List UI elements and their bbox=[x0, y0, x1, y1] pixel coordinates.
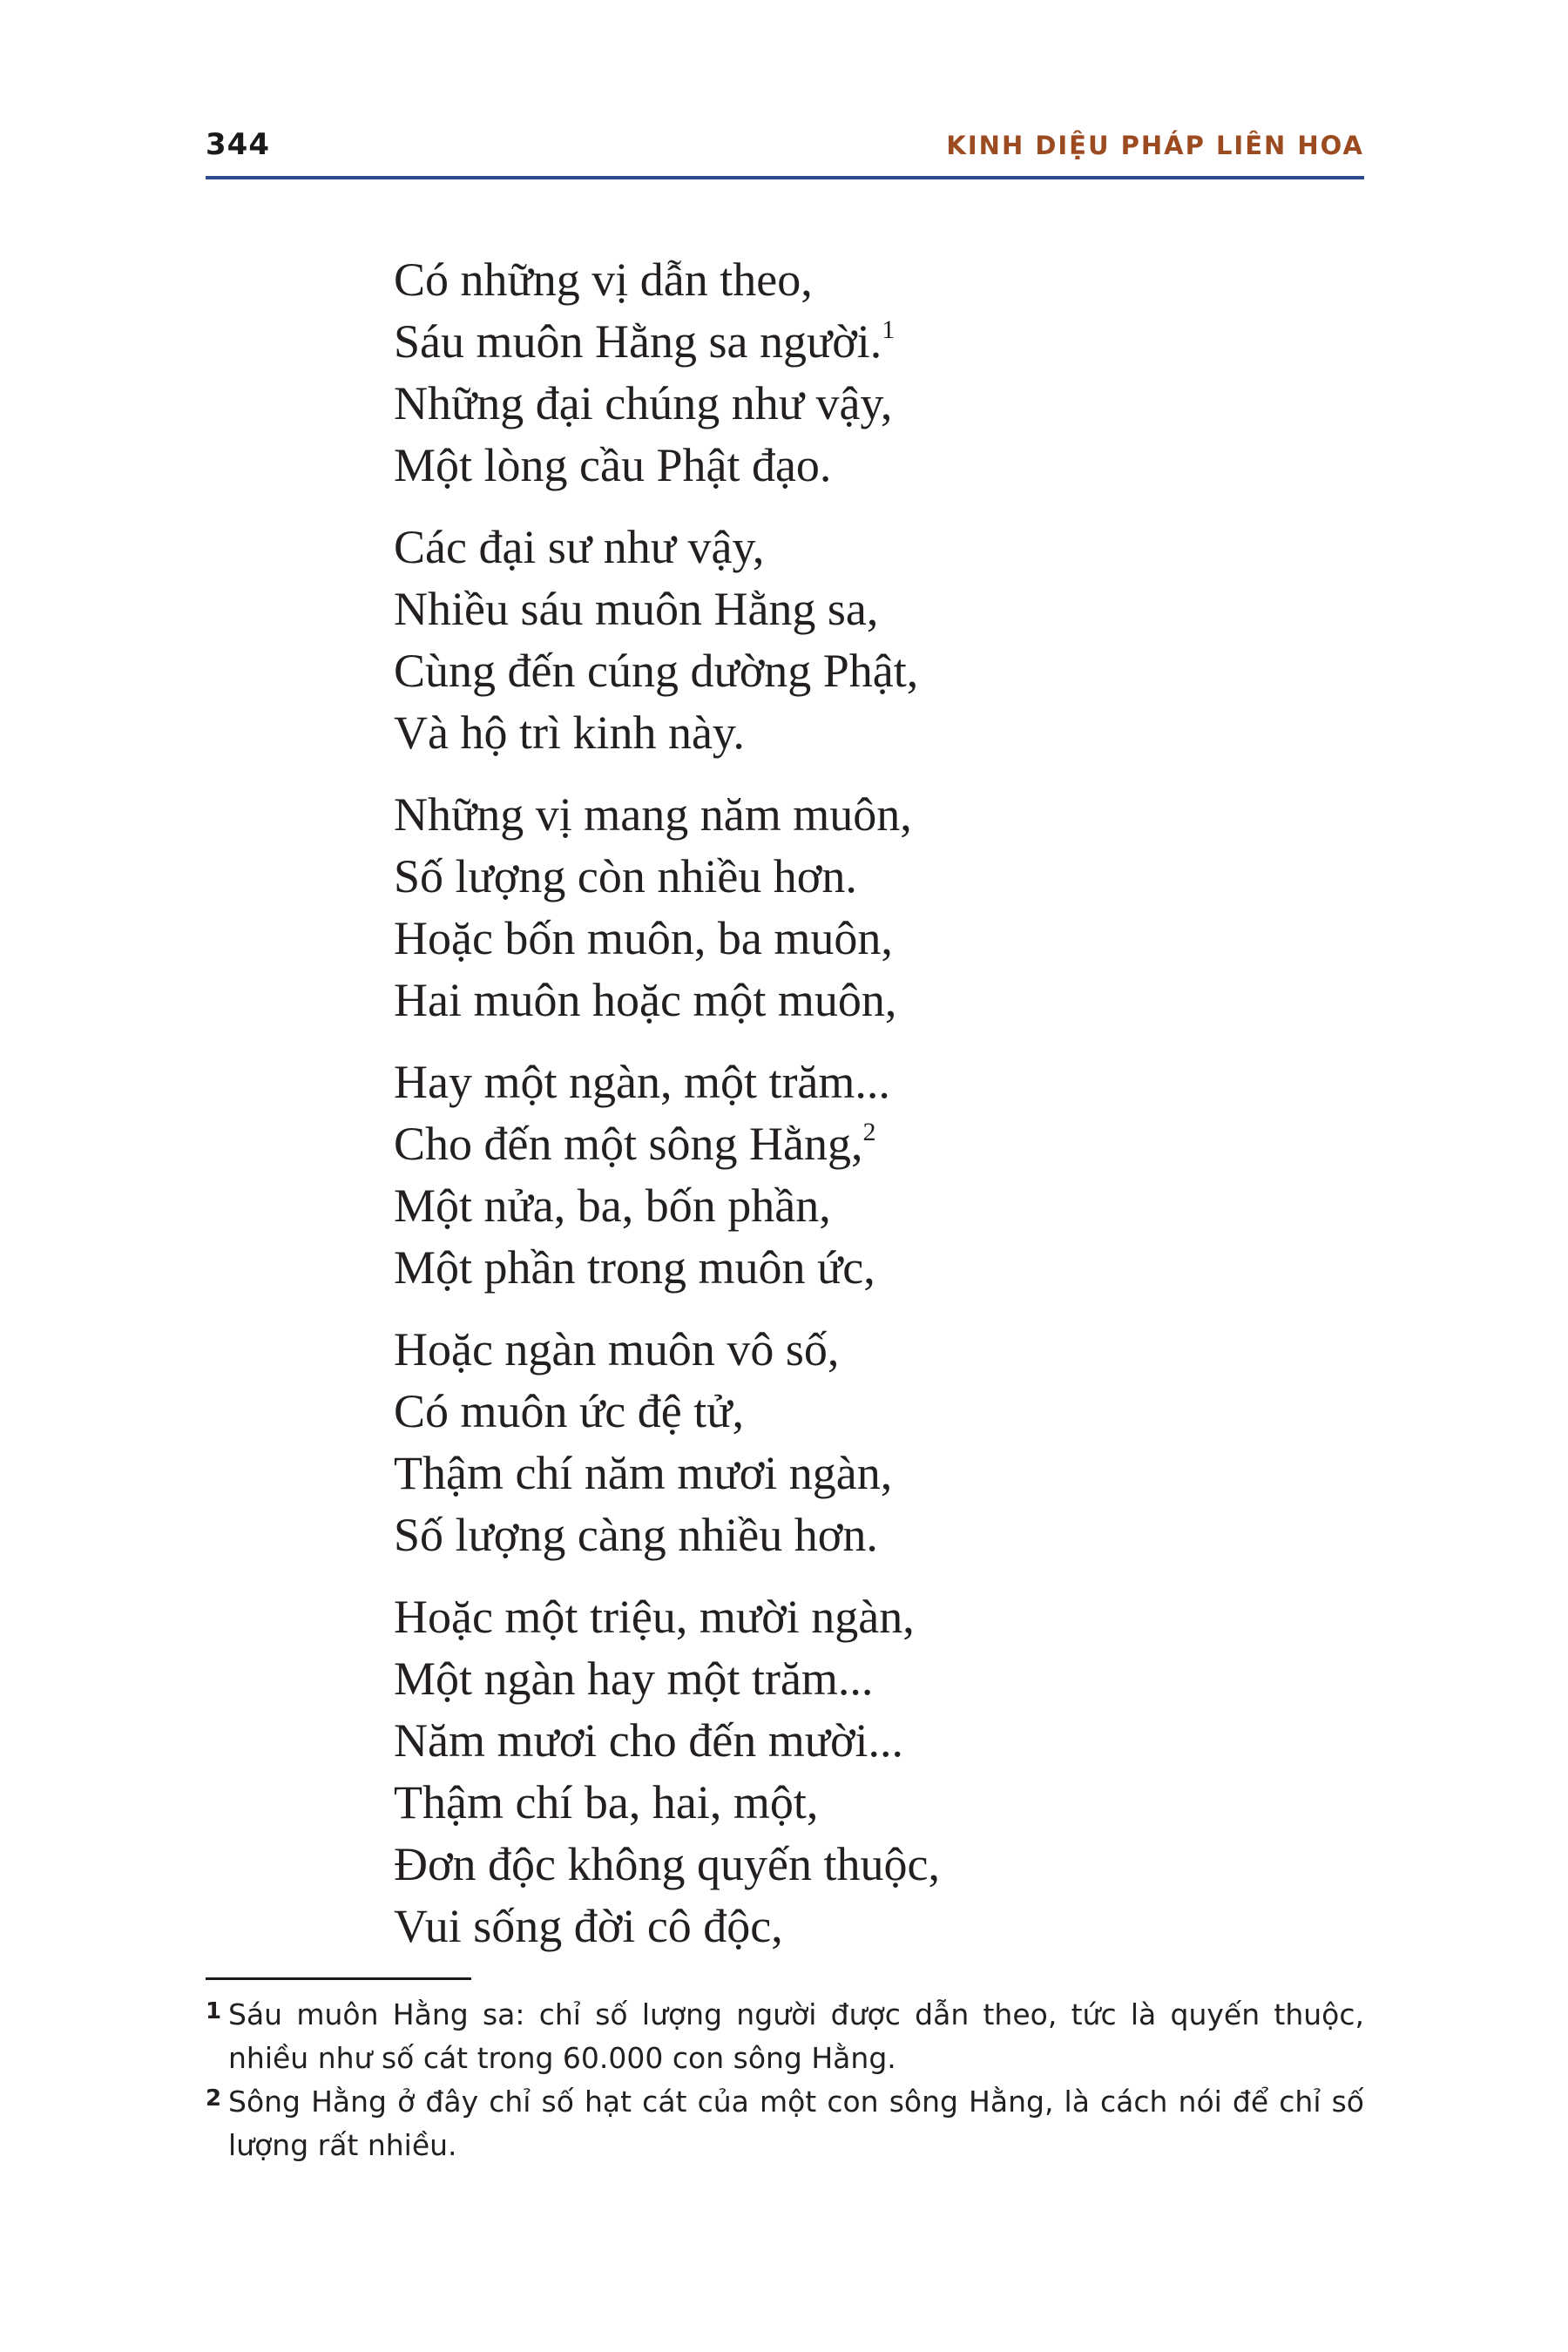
stanza bbox=[394, 249, 1265, 497]
poem-line bbox=[394, 1648, 1265, 1710]
footnote-ref: 2 bbox=[862, 1118, 876, 1146]
footnote bbox=[206, 2080, 1364, 2167]
poem-line-text: Một phần trong muôn ức, bbox=[394, 1241, 875, 1294]
poem-line bbox=[394, 908, 1265, 970]
poem-line-text: Một lòng cầu Phật đạo. bbox=[394, 439, 832, 491]
page-header bbox=[206, 122, 1364, 183]
poem-line bbox=[394, 249, 1265, 311]
poem-line bbox=[394, 702, 1265, 764]
poem bbox=[394, 249, 1265, 1977]
poem-line bbox=[394, 1319, 1265, 1381]
stanza bbox=[394, 1319, 1265, 1566]
footnote-number: 1 bbox=[206, 1998, 222, 2024]
poem-line-text: Một ngàn hay một trăm... bbox=[394, 1652, 874, 1705]
poem-line bbox=[394, 578, 1265, 640]
poem-line-text: Số lượng càng nhiều hơn. bbox=[394, 1509, 878, 1561]
poem-line-text: Hoặc bốn muôn, ba muôn, bbox=[394, 912, 893, 964]
poem-line bbox=[394, 1237, 1265, 1299]
footnotes bbox=[206, 1993, 1364, 2167]
header-rule bbox=[206, 176, 1364, 179]
poem-line bbox=[394, 1504, 1265, 1566]
poem-line bbox=[394, 784, 1265, 846]
poem-line bbox=[394, 1586, 1265, 1648]
poem-line-text: Hai muôn hoặc một muôn, bbox=[394, 974, 897, 1026]
poem-line bbox=[394, 1834, 1265, 1896]
poem-line bbox=[394, 373, 1265, 435]
poem-line bbox=[394, 1113, 1265, 1175]
poem-line-text: Thậm chí ba, hai, một, bbox=[394, 1776, 819, 1828]
poem-line-text: Số lượng còn nhiều hơn. bbox=[394, 850, 857, 902]
stanza bbox=[394, 784, 1265, 1031]
poem-line-text: Một nửa, ba, bốn phần, bbox=[394, 1179, 831, 1232]
stanza bbox=[394, 1586, 1265, 1957]
footnote bbox=[206, 1993, 1364, 2080]
poem-line-text: Vui sống đời cô độc, bbox=[394, 1900, 783, 1952]
poem-line-text: Cho đến một sông Hằng, bbox=[394, 1118, 863, 1170]
poem-line-text: Thậm chí năm mươi ngàn, bbox=[394, 1447, 893, 1499]
stanza bbox=[394, 1051, 1265, 1299]
poem-line bbox=[394, 517, 1265, 578]
poem-line-text: Có những vị dẫn theo, bbox=[394, 253, 813, 306]
footnote-ref: 1 bbox=[882, 315, 896, 344]
poem-line bbox=[394, 1772, 1265, 1834]
poem-line-text: Hay một ngàn, một trăm... bbox=[394, 1056, 890, 1108]
poem-line-text: Sáu muôn Hằng sa người. bbox=[394, 315, 882, 368]
poem-line-text: Hoặc một triệu, mười ngàn, bbox=[394, 1591, 915, 1643]
poem-line bbox=[394, 640, 1265, 702]
poem-line bbox=[394, 970, 1265, 1031]
poem-line-text: Cùng đến cúng dường Phật, bbox=[394, 645, 919, 697]
poem-line bbox=[394, 1710, 1265, 1772]
poem-line bbox=[394, 1443, 1265, 1504]
poem-line bbox=[394, 1051, 1265, 1113]
footnote-text: Sông Hằng ở đây chỉ số hạt cát của một con sông Hằng, là cách nói để chỉ số lượng rất nhiều. bbox=[228, 2085, 1364, 2162]
poem-line-text: Và hộ trì kinh này. bbox=[394, 706, 745, 759]
poem-line-text: Đơn độc không quyến thuộc, bbox=[394, 1838, 940, 1890]
footnote-text: Sáu muôn Hằng sa: chỉ số lượng người được dẫn theo, tức là quyến thuộc, nhiều như số cát trong 60.000 con sông Hằng. bbox=[228, 1997, 1364, 2075]
page-number: 344 bbox=[206, 127, 270, 162]
poem-line bbox=[394, 1175, 1265, 1237]
poem-line bbox=[394, 435, 1265, 497]
poem-line bbox=[394, 1381, 1265, 1443]
footnote-rule bbox=[206, 1977, 471, 1980]
poem-line bbox=[394, 846, 1265, 908]
poem-line bbox=[394, 1896, 1265, 1957]
stanza bbox=[394, 517, 1265, 764]
poem-line-text: Nhiều sáu muôn Hằng sa, bbox=[394, 583, 879, 635]
poem-line-text: Có muôn ức đệ tử, bbox=[394, 1385, 744, 1437]
footnote-number: 2 bbox=[206, 2085, 222, 2112]
poem-line bbox=[394, 311, 1265, 373]
poem-line-text: Các đại sư như vậy, bbox=[394, 521, 765, 573]
poem-line-text: Những vị mang năm muôn, bbox=[394, 788, 912, 841]
running-title: KINH DIỆU PHÁP LIÊN HOA bbox=[946, 131, 1364, 160]
poem-line-text: Năm mươi cho đến mười... bbox=[394, 1714, 904, 1767]
poem-line-text: Những đại chúng như vậy, bbox=[394, 377, 893, 429]
poem-line-text: Hoặc ngàn muôn vô số, bbox=[394, 1323, 840, 1375]
